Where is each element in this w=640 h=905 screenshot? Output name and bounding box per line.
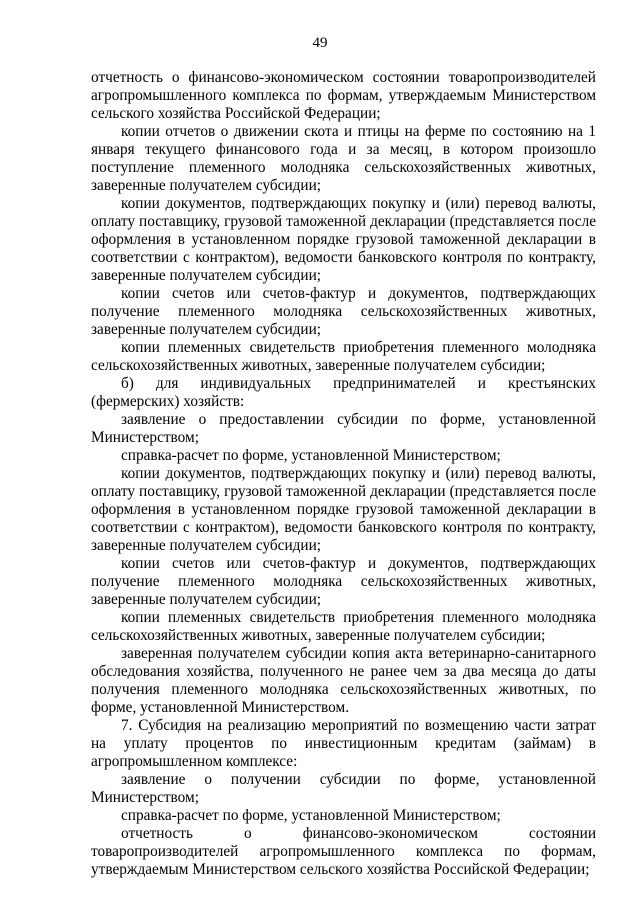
paragraph-payment-documents-2: копии документов, подтверждающих покупку и (или) перевод валюты, оплату поставщику, грузовой таможенной декларации (представляется после оформления в установленном порядке грузовой таможенной декларации в соответствии с контрактом), ведомости банковского контроля по контракту, заверенные получателем субсидии; xyxy=(91,465,596,554)
paragraph-application-2: заявление о получении субсидии по форме, установленной Министерством; xyxy=(91,771,596,806)
paragraph-payment-documents: копии документов, подтверждающих покупку и (или) перевод валюты, оплату поставщику, грузовой таможенной декларации (представляется после оформления в установленном порядке грузовой таможенной декларации в соответствии с контрактом), ведомости банковского контроля по контракту, заверенные получателем субсидии; xyxy=(91,195,596,284)
paragraph-calculation-certificate-2: справка-расчет по форме, установленной Министерством; xyxy=(121,807,501,824)
paragraph-application: заявление о предоставлении субсидии по форме, установленной Министерством; xyxy=(91,411,596,446)
paragraph-livestock-reports: копии отчетов о движении скота и птицы на ферме по состоянию на 1 января текущего финансового года и за месяц, в котором произошло поступление племенного молодняка сельскохозяйственных животных, заверенные получателем субсидии; xyxy=(91,123,596,194)
paragraph-invoices-2: копии счетов или счетов-фактур и документов, подтверждающих получение племенного молодняка сельскохозяйственных животных, заверенные получателем субсидии; xyxy=(91,555,596,608)
page-number: 49 xyxy=(312,35,328,51)
paragraph-calculation-certificate: справка-расчет по форме, установленной Министерством; xyxy=(121,447,501,464)
paragraph-invoices: копии счетов или счетов-фактур и документов, подтверждающих получение племенного молодняка сельскохозяйственных животных, заверенные получателем субсидии; xyxy=(91,285,596,338)
paragraph-veterinary-act: заверенная получателем субсидии копия акта ветеринарно-санитарного обследования хозяйства, полученного не ранее чем за два месяца до даты получения племенного молодняка сельскохозяйственных животных, по форме, установленной Министерством. xyxy=(91,645,596,716)
paragraph-breeding-certificates-2: копии племенных свидетельств приобретения племенного молодняка сельскохозяйственных животных, заверенные получателем субсидии; xyxy=(91,609,596,644)
paragraph-reporting-2: отчетность о финансово-экономическом состоянии товаропроизводителей агропромышленного комплекса по формам, утверждаемым Министерством сельского хозяйства Российской Федерации; xyxy=(91,825,596,878)
body-text xyxy=(91,69,596,879)
paragraph-breeding-certificates: копии племенных свидетельств приобретения племенного молодняка сельскохозяйственных животных, заверенные получателем субсидии; xyxy=(91,339,596,374)
paragraph-section-b-heading: б) для индивидуальных предпринимателей и крестьянских (фермерских) хозяйств: xyxy=(91,375,596,410)
paragraph-reporting: отчетность о финансово-экономическом состоянии товаропроизводителей агропромышленного комплекса по формам, утверждаемым Министерством сельского хозяйства Российской Федерации; xyxy=(91,69,596,122)
paragraph-item-7: 7. Субсидия на реализацию мероприятий по возмещению части затрат на уплату процентов по инвестиционным кредитам (займам) в агропромышленном комплексе: xyxy=(91,717,596,770)
